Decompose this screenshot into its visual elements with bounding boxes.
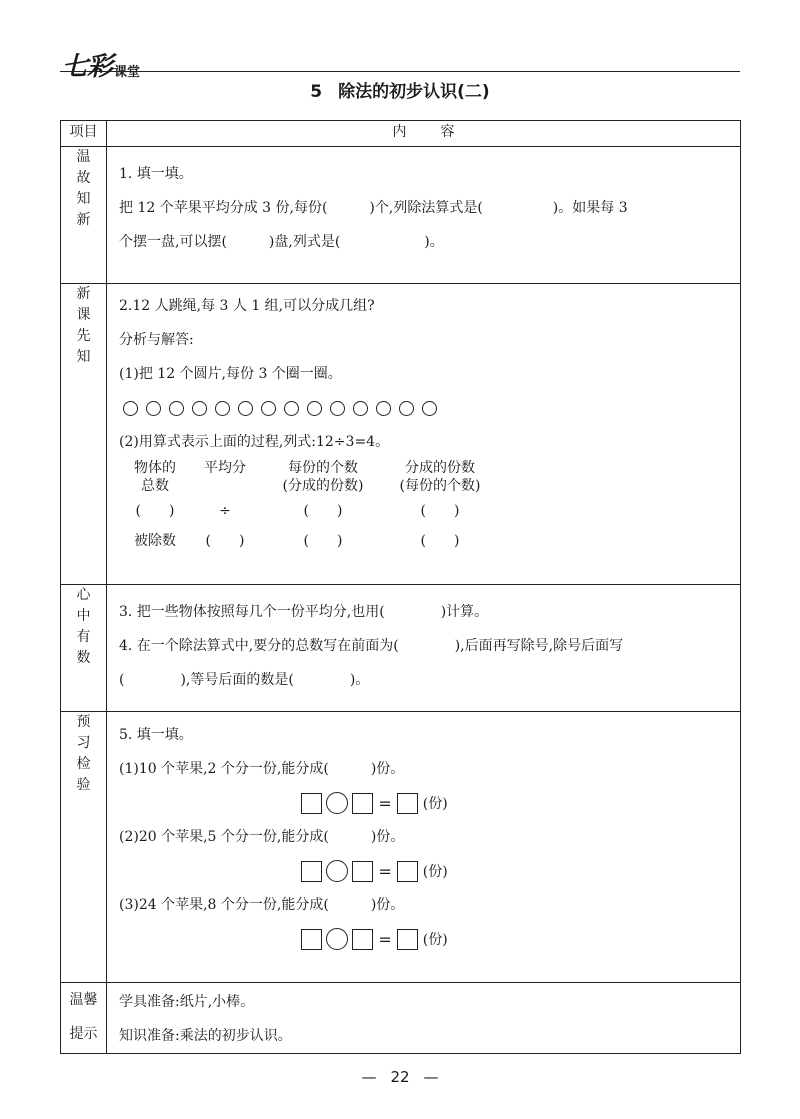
answer-box[interactable] — [301, 861, 322, 882]
review-line: 个摆一盘,可以摆( )盘,列式是( )。 — [119, 234, 444, 250]
equation-boxes — [119, 922, 730, 956]
page-number: — 22 — — [361, 1068, 439, 1086]
operator-circle[interactable] — [326, 928, 348, 950]
div-header: 平均分 — [204, 460, 246, 476]
answer-box[interactable] — [397, 793, 418, 814]
div-header: (分成的份数) — [282, 478, 364, 494]
counter-circle — [123, 401, 138, 416]
operator-circle[interactable] — [326, 792, 348, 814]
lesson-table — [60, 120, 741, 1054]
unit-label: (份) — [422, 796, 448, 812]
answer-box[interactable] — [301, 793, 322, 814]
mind-line: 4. 在一个除法算式中,要分的总数写在前面为( ),后面再写除号,除号后面写 — [119, 638, 624, 654]
counter-circle — [330, 401, 345, 416]
tips-row — [61, 983, 741, 1054]
tips-line: 学具准备:纸片,小棒。 — [119, 994, 255, 1010]
review-label: 温故知新 — [76, 149, 91, 228]
div-cell: 被除数 — [134, 533, 176, 549]
counter-circle — [146, 401, 161, 416]
review-line: 1. 填一填。 — [119, 166, 193, 182]
operator-circle[interactable] — [326, 860, 348, 882]
unit-label: (份) — [422, 864, 448, 880]
check-item: (1)10 个苹果,2 个分一份,能分成( )份。 — [119, 761, 405, 777]
lesson-title: 除法的初步认识(二) — [338, 82, 490, 102]
brand-sub: 课堂 — [114, 65, 141, 80]
counter-circle — [422, 401, 437, 416]
tips-line: 知识准备:乘法的初步认识。 — [119, 1028, 292, 1044]
check-row — [61, 712, 741, 983]
counter-circle — [261, 401, 276, 416]
brand-name: 七彩 — [62, 52, 113, 82]
check-label: 预习检验 — [76, 714, 91, 793]
circle-row — [119, 391, 730, 425]
div-header: 分成的份数 — [405, 460, 475, 476]
analysis-line: 分析与解答: — [119, 332, 194, 348]
answer-box[interactable] — [352, 861, 373, 882]
answer-box[interactable] — [352, 793, 373, 814]
counter-circle — [169, 401, 184, 416]
div-header: 每份的个数 — [288, 460, 358, 476]
answer-box[interactable] — [301, 929, 322, 950]
counter-circle — [353, 401, 368, 416]
mind-line: ( ),等号后面的数是( )。 — [119, 672, 370, 688]
div-cell: ( ) — [303, 503, 343, 519]
counter-circle — [215, 401, 230, 416]
counter-circle — [192, 401, 207, 416]
mind-label: 心中有数 — [76, 587, 91, 666]
check-intro: 5. 填一填。 — [119, 727, 193, 743]
mind-line: 3. 把一些物体按照每几个一份平均分,也用( )计算。 — [119, 604, 489, 620]
header-item: 项目 — [61, 121, 107, 147]
answer-box[interactable] — [397, 861, 418, 882]
division-table — [121, 459, 495, 555]
lesson-number: 5 — [310, 82, 323, 102]
new-lesson-row — [61, 284, 741, 585]
div-cell: ( ) — [303, 533, 343, 549]
div-cell: ( ) — [205, 533, 245, 549]
mind-row — [61, 585, 741, 712]
check-item: (3)24 个苹果,8 个分一份,能分成( )份。 — [119, 897, 405, 913]
div-cell: ( ) — [420, 503, 460, 519]
step2-line: (2)用算式表示上面的过程,列式:12÷3=4。 — [119, 434, 390, 450]
div-cell: ( ) — [420, 533, 460, 549]
tips-label: 温馨 — [69, 992, 98, 1008]
div-header: (每份的个数) — [399, 478, 481, 494]
review-row — [61, 147, 741, 284]
header-content: 内容 — [107, 121, 741, 147]
equals-sign: = — [378, 861, 392, 881]
counter-circle — [307, 401, 322, 416]
header-rule — [60, 71, 740, 72]
div-header: 物体的 — [134, 460, 176, 476]
table-header-row — [61, 121, 741, 147]
page-number-value: 22 — [390, 1068, 410, 1086]
equation-boxes — [119, 854, 730, 888]
counter-circle — [238, 401, 253, 416]
equals-sign: = — [378, 793, 392, 813]
div-cell: ÷ — [219, 503, 231, 519]
page-title — [0, 77, 800, 102]
new-lesson-label: 新课先知 — [76, 286, 91, 365]
step1-line: (1)把 12 个圆片,每份 3 个圈一圈。 — [119, 366, 342, 382]
div-cell: ( ) — [135, 503, 175, 519]
unit-label: (份) — [422, 932, 448, 948]
check-item: (2)20 个苹果,5 个分一份,能分成( )份。 — [119, 829, 405, 845]
answer-box[interactable] — [352, 929, 373, 950]
answer-box[interactable] — [397, 929, 418, 950]
question-line: 2.12 人跳绳,每 3 人 1 组,可以分成几组? — [119, 298, 375, 314]
tips-label: 提示 — [69, 1026, 98, 1042]
counter-circle — [284, 401, 299, 416]
counter-circle — [399, 401, 414, 416]
div-header: 总数 — [141, 478, 169, 494]
counter-circle — [376, 401, 391, 416]
equation-boxes — [119, 786, 730, 820]
equals-sign: = — [378, 929, 392, 949]
review-line: 把 12 个苹果平均分成 3 份,每份( )个,列除法算式是( )。如果每 3 — [119, 200, 628, 216]
